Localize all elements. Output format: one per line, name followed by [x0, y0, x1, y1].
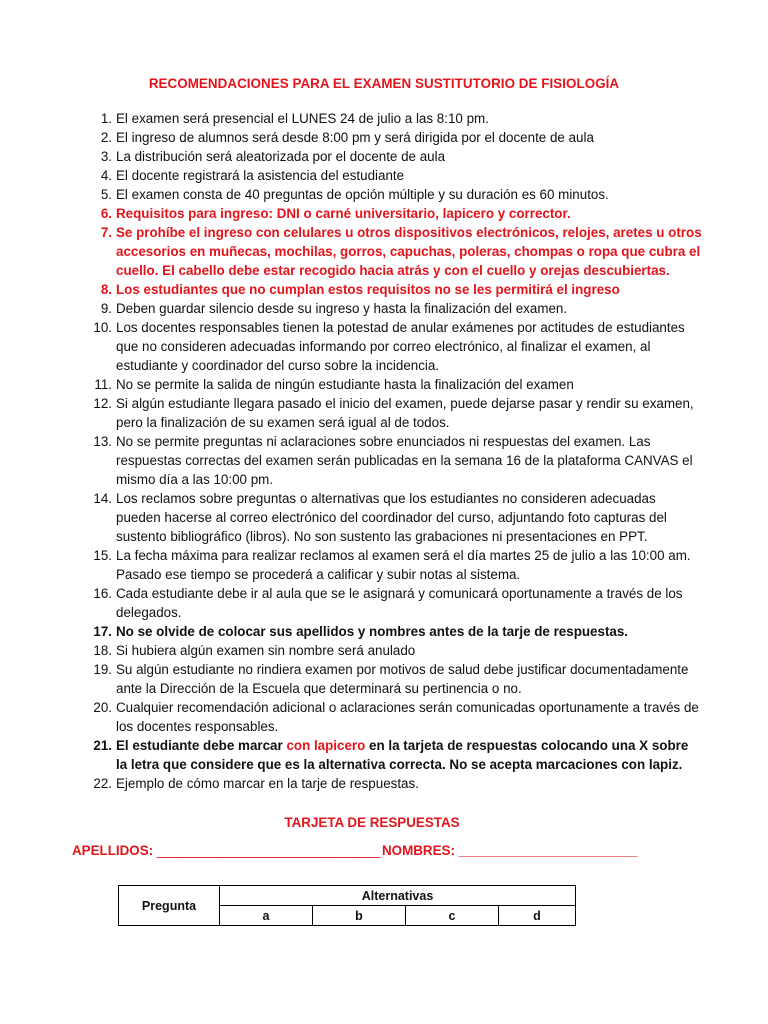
list-item-requirements: 6. Requisitos para ingreso: DNI o carné universitario, lapicero y corrector. [100, 206, 571, 221]
option-c[interactable]: c [406, 906, 499, 926]
pregunta-header: Pregunta [119, 886, 220, 926]
list-item-prohibitions: 7. Se prohíbe el ingreso con celulares u otros dispositivos electrónicos, relojes, aretes u otros accesorios en muñecas, mochilas, gorros, capuchas, poleras, chompas o ropa que cubra el cuello. El cabello debe estar recogido hacia atrás y con el cuello y orejas descubiertas. [100, 225, 702, 278]
list-item: 22. Ejemplo de cómo marcar en la tarje de respuestas. [93, 776, 419, 791]
option-b[interactable]: b [313, 906, 406, 926]
list-item: 20. Cualquier recomendación adicional o aclaraciones serán comunicadas oportunamente a través de los docentes responsables. [93, 700, 699, 734]
list-item: 11. No se permite la salida de ningún estudiante hasta la finalización del examen [94, 377, 574, 392]
recommendations-list [93, 109, 702, 793]
option-a[interactable]: a [220, 906, 313, 926]
apellidos-blank[interactable]: ______________________________ [156, 843, 381, 858]
list-item: 15. La fecha máxima para realizar reclamos al examen será el día martes 25 de julio a las 10:00 am. Pasado ese tiempo se procederá a calificar y subir notas al sistema. [93, 548, 691, 582]
list-item-marking-rule: 21. El estudiante debe marcar con lapicero en la tarjeta de respuestas colocando una X sobre la letra que considere que es la alternativa correcta. No se acepta marcaciones con lapiz. [93, 738, 689, 772]
list-item: 16. Cada estudiante debe ir al aula que se le asignará y comunicará oportunamente a través de los delegados. [93, 586, 683, 620]
list-item-entry-denied: 8. Los estudiantes que no cumplan estos requisitos no se les permitirá el ingreso [100, 282, 620, 297]
nombres-label: NOMBRES: [382, 843, 455, 858]
list-item: 4. El docente registrará la asistencia del estudiante [100, 168, 405, 183]
nombres-field[interactable] [382, 843, 637, 858]
list-item: 18. Si hubiera algún examen sin nombre será anulado [93, 643, 416, 658]
list-item: 2. El ingreso de alumnos será desde 8:00 pm y será dirigida por el docente de aula [100, 130, 594, 145]
list-item: 13. No se permite preguntas ni aclaraciones sobre enunciados ni respuestas del examen. Las respuestas correctas del examen serán publicadas en la semana 16 de la plataforma CANVAS el mismo día a las 10:00 pm. [93, 434, 693, 487]
alternativas-header: Alternativas [220, 886, 576, 906]
list-item: 10. Los docentes responsables tienen la potestad de anular exámenes por actitudes de estudiantes que no consideren adecuadas informando por correo electrónico, al finalizar el examen, al estudiante y coordinador del curso sobre la incidencia. [93, 320, 685, 373]
list-item: 1. El examen será presencial el LUNES 24 de julio a las 8:10 pm. [100, 111, 489, 126]
list-item: 9. Deben guardar silencio desde su ingreso y hasta la finalización del examen. [100, 301, 568, 316]
highlight-con-lapicero: con lapicero [286, 738, 366, 753]
list-item: 5. El examen consta de 40 preguntas de opción múltiple y su duración es 60 minutos. [100, 187, 609, 202]
apellidos-label: APELLIDOS: [72, 843, 154, 858]
nombres-blank[interactable]: ________________________ [458, 843, 638, 858]
answer-card-title: TARJETA DE RESPUESTAS [284, 815, 460, 830]
list-item: 3. La distribución será aleatorizada por el docente de aula [100, 149, 446, 164]
list-item: 12. Si algún estudiante llegara pasado el inicio del examen, puede dejarse pasar y rendir su examen, pero la finalización de su examen será igual al de todos. [93, 396, 694, 430]
option-d[interactable]: d [499, 906, 576, 926]
answer-table [118, 885, 576, 926]
list-item-names-reminder: 17. No se olvide de colocar sus apellidos y nombres antes de la tarje de respuestas. [93, 624, 629, 639]
list-item: 14. Los reclamos sobre preguntas o alternativas que los estudiantes no consideren adecuadas pueden hacerse al correo electrónico del coordinador del curso, adjuntando foto capturas del sustento bibliográfico (libros). No son sustento las grabaciones ni presentaciones en PPT. [93, 491, 667, 544]
document-title: RECOMENDACIONES PARA EL EXAMEN SUSTITUTORIO DE FISIOLOGÍA [148, 76, 620, 91]
list-item: 19. Su algún estudiante no rindiera examen por motivos de salud debe justificar documentadamente ante la Dirección de la Escuela que determinará su pertinencia o no. [93, 662, 689, 696]
apellidos-field[interactable] [72, 843, 380, 858]
